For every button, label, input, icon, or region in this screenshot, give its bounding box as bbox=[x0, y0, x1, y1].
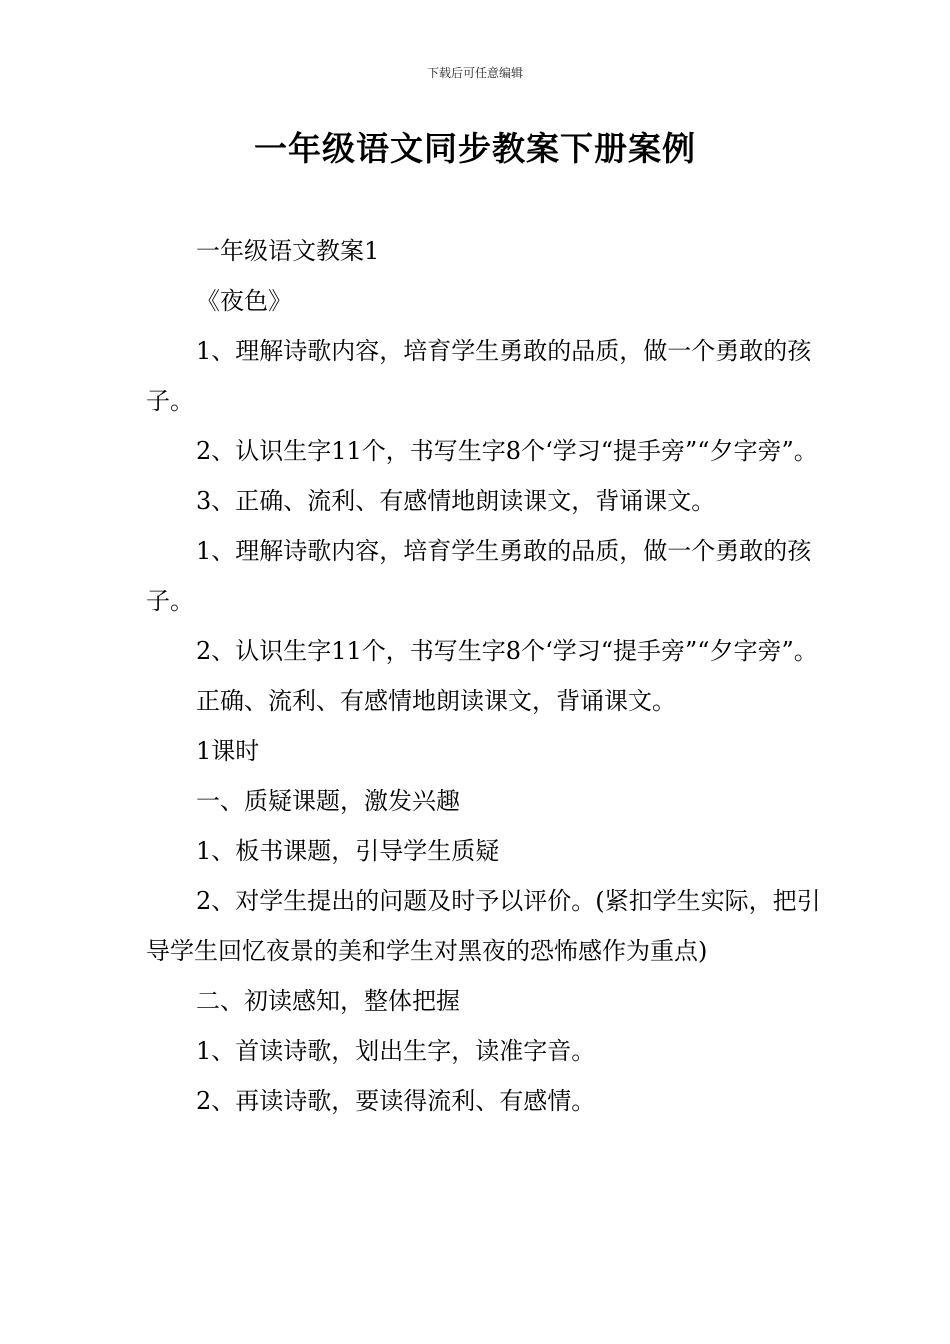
paragraph: 《夜色》 bbox=[196, 287, 292, 315]
paragraph: 一年级语文教案1 bbox=[196, 237, 380, 265]
paragraph: 2、认识生字11个，书写生字8个‘学习“提手旁”“夕字旁”。 bbox=[196, 637, 818, 665]
paragraph: 1、首读诗歌，划出生字，读准字音。 bbox=[196, 1037, 596, 1065]
paragraph: 2、认识生字11个，书写生字8个‘学习“提手旁”“夕字旁”。 bbox=[196, 437, 818, 465]
paragraph: 一、质疑课题，激发兴趣 bbox=[196, 787, 460, 815]
document-body bbox=[146, 226, 836, 1126]
paragraph: 2、再读诗歌，要读得流利、有感情。 bbox=[196, 1087, 596, 1115]
paragraph: 1、理解诗歌内容，培育学生勇敢的品质，做一个勇敢的孩子。 bbox=[146, 537, 812, 615]
paragraph: 3、正确、流利、有感情地朗读课文，背诵课文。 bbox=[196, 487, 716, 515]
paragraph: 1课时 bbox=[196, 737, 260, 765]
paragraph: 1、理解诗歌内容，培育学生勇敢的品质，做一个勇敢的孩子。 bbox=[146, 337, 812, 415]
paragraph: 正确、流利、有感情地朗读课文，背诵课文。 bbox=[196, 687, 676, 715]
page-header-note: 下载后可任意编辑 bbox=[426, 66, 523, 80]
document-title: 一年级语文同步教案下册案例 bbox=[254, 129, 696, 168]
paragraph: 二、初读感知，整体把握 bbox=[196, 987, 460, 1015]
paragraph: 2、对学生提出的问题及时予以评价。(紧扣学生实际，把引导学生回忆夜景的美和学生对黑夜的恐怖感作为重点) bbox=[146, 887, 821, 965]
paragraph: 1、板书课题，引导学生质疑 bbox=[196, 837, 500, 865]
